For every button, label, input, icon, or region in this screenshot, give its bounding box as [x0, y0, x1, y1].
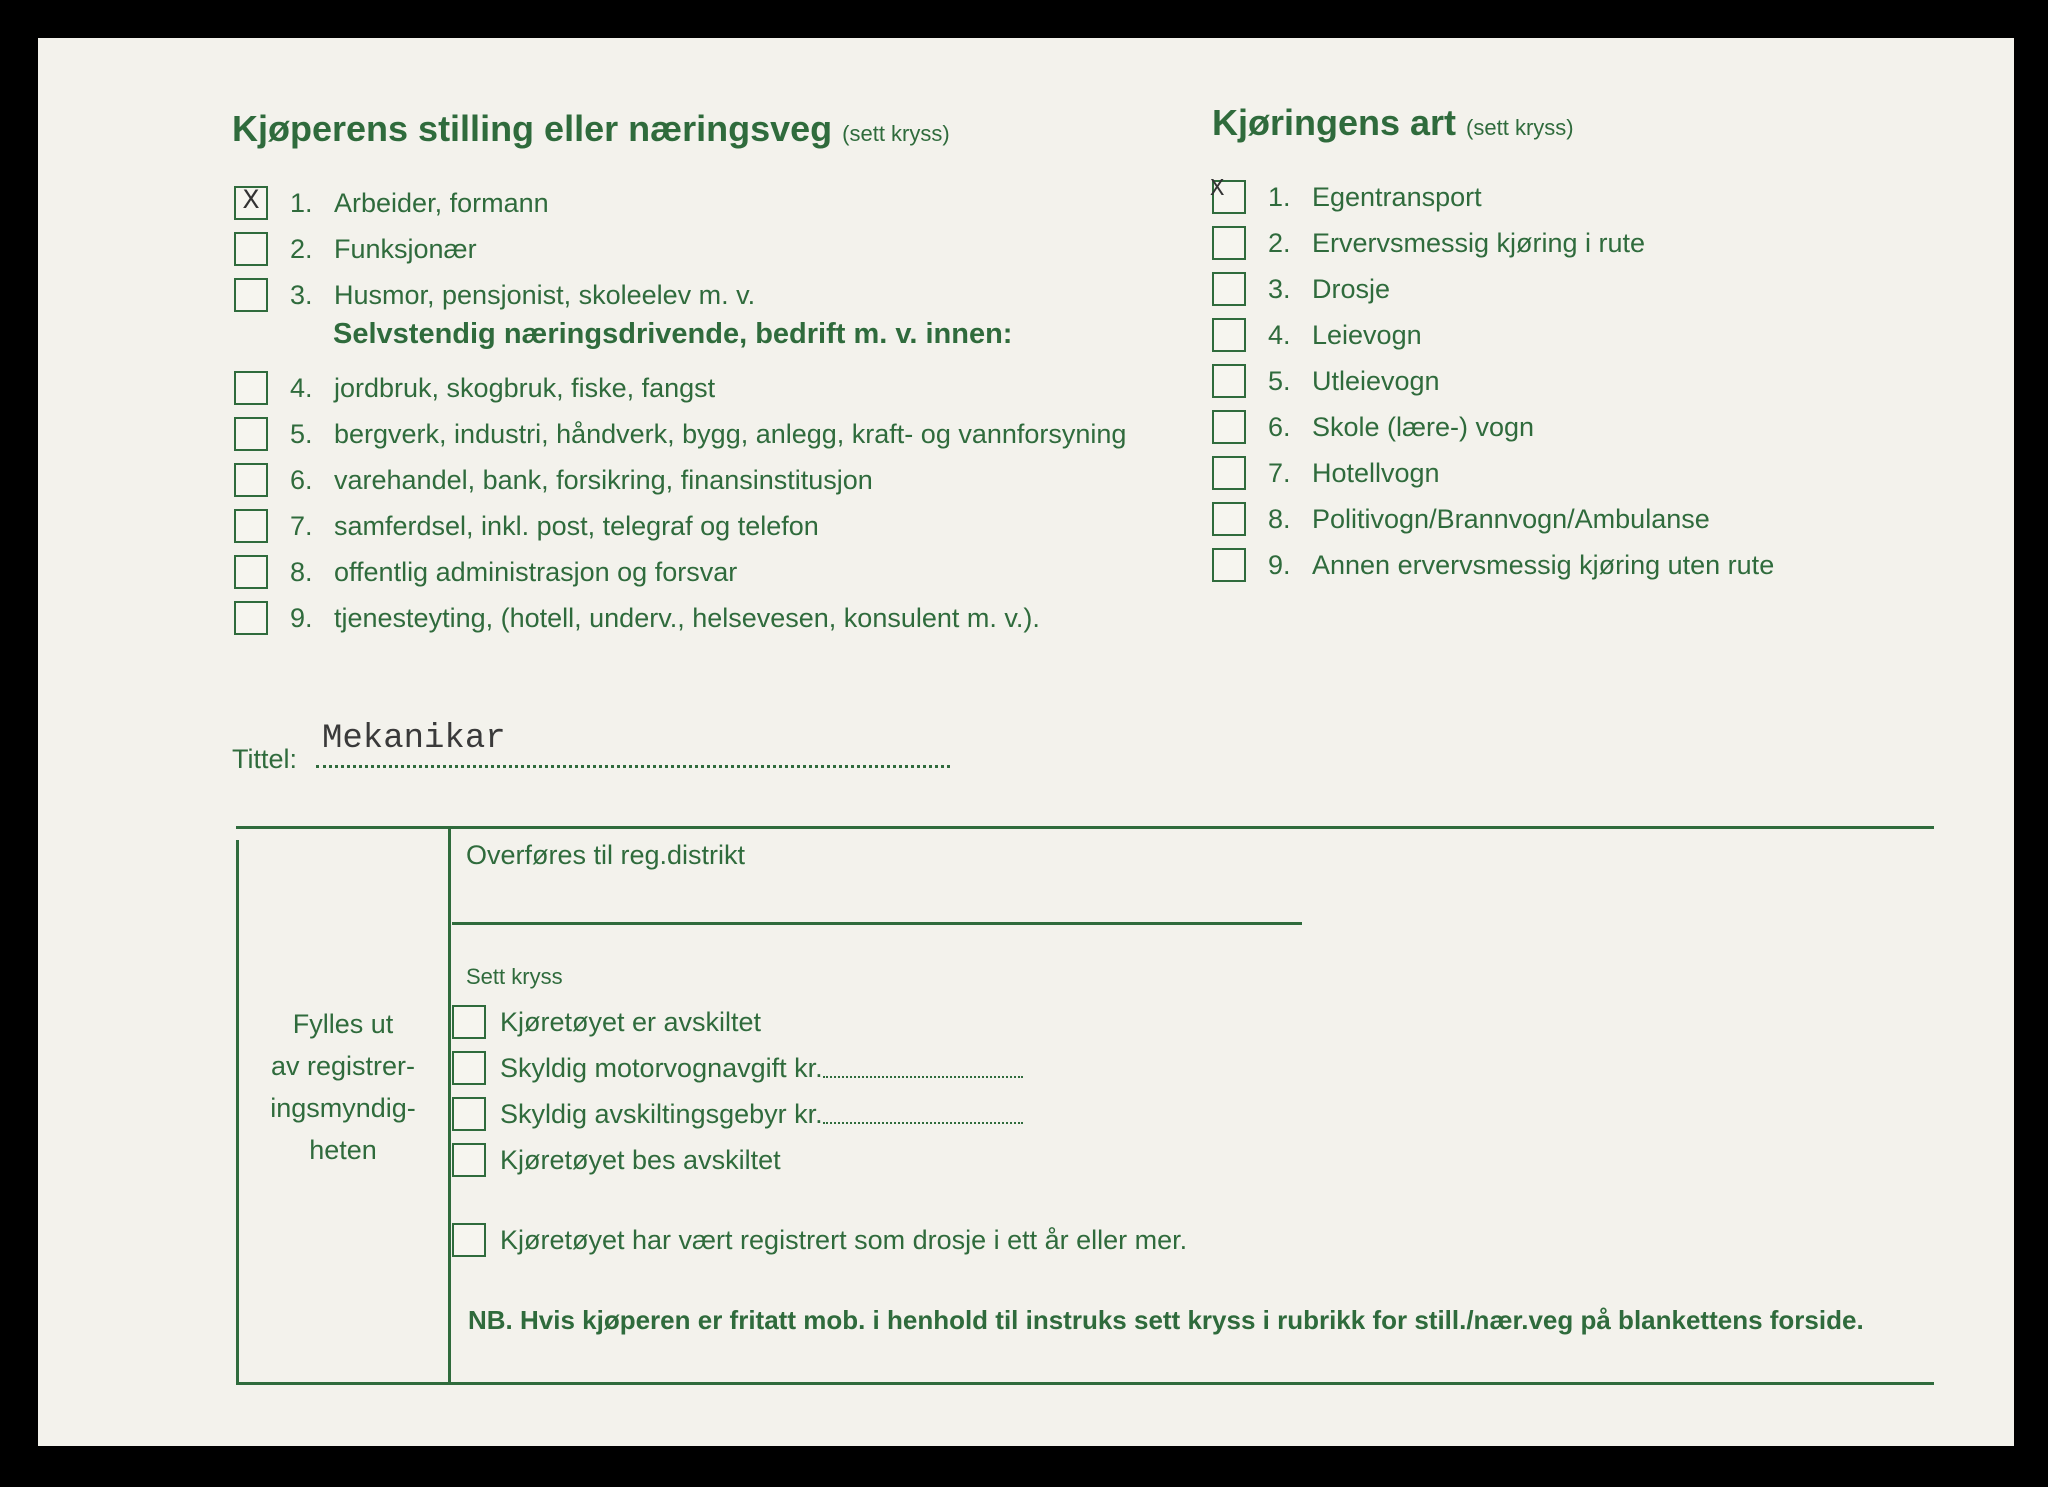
checkbox-mark: X: [1210, 176, 1225, 203]
option-label: Skole (lære-) vogn: [1312, 411, 1535, 442]
right-title-note: (sett kryss): [1466, 115, 1574, 140]
option-label: varehandel, bank, forsikring, finansinstitusjon: [334, 464, 873, 495]
registry-check-2[interactable]: [452, 1048, 1023, 1088]
checkbox[interactable]: [234, 417, 268, 451]
checkbox[interactable]: [452, 1223, 486, 1257]
drosje-check[interactable]: [452, 1220, 1187, 1260]
option-label: Leievogn: [1312, 319, 1422, 350]
tittel-label: Tittel:: [232, 744, 298, 774]
check-label: Kjøretøyet har vært registrert som drosje i ett år eller mer.: [500, 1224, 1188, 1255]
option-label: tjenesteyting, (hotell, underv., helsevesen, konsulent m. v.).: [334, 602, 1040, 633]
left-section-title: [232, 108, 950, 150]
left-title-text: Kjøperens stilling eller næringsveg: [232, 108, 833, 149]
driving-type-option-5[interactable]: [1212, 361, 1440, 401]
registry-check-3[interactable]: [452, 1094, 1023, 1134]
side-label-line: Fylles ut: [292, 1009, 394, 1039]
driving-type-option-1[interactable]: [1212, 177, 1482, 217]
option-label: Politivogn/Brannvogn/Ambulanse: [1312, 503, 1710, 534]
option-number: 8.: [290, 556, 313, 587]
sett-kryss-label: Sett kryss: [466, 964, 563, 989]
checkbox[interactable]: [234, 278, 268, 312]
checkbox[interactable]: [234, 555, 268, 589]
option-label: Husmor, pensjonist, skoleelev m. v.: [334, 279, 756, 310]
side-label-line: av registrer-: [270, 1051, 416, 1081]
registry-top-border: [236, 826, 1934, 829]
checkbox[interactable]: [452, 1051, 486, 1085]
option-number: 5.: [1268, 365, 1291, 396]
option-label: Funksjonær: [334, 233, 477, 264]
occupation-option-5[interactable]: [234, 414, 1126, 454]
transfer-label: Overføres til reg.distrikt: [466, 840, 746, 870]
occupation-option-3[interactable]: [234, 275, 755, 315]
option-number: 7.: [1268, 457, 1291, 488]
driving-type-option-6[interactable]: [1212, 407, 1534, 447]
side-label-line: heten: [309, 1135, 377, 1165]
driving-type-option-2[interactable]: [1212, 223, 1645, 263]
option-number: 2.: [290, 233, 313, 264]
option-label: offentlig administrasjon og forsvar: [334, 556, 738, 587]
checkbox[interactable]: [234, 601, 268, 635]
checkbox[interactable]: [452, 1097, 486, 1131]
driving-type-option-4[interactable]: [1212, 315, 1422, 355]
option-number: 3.: [290, 279, 313, 310]
registry-bottom-border: [236, 1382, 1934, 1385]
checkbox[interactable]: [1212, 502, 1246, 536]
option-number: 1.: [1268, 181, 1291, 212]
option-label: Hotellvogn: [1312, 457, 1440, 488]
amount-dotted-line[interactable]: [823, 1058, 1023, 1078]
option-label: samferdsel, inkl. post, telegraf og telefon: [334, 510, 819, 541]
check-label: Skyldig motorvognavgift kr.: [500, 1052, 823, 1083]
option-number: 5.: [290, 418, 313, 449]
left-title-note: (sett kryss): [842, 121, 950, 146]
option-label: Ervervsmessig kjøring i rute: [1312, 227, 1646, 258]
checkbox[interactable]: [234, 186, 268, 220]
driving-type-option-7[interactable]: [1212, 453, 1440, 493]
checkbox[interactable]: [1212, 456, 1246, 490]
occupation-option-1[interactable]: [234, 183, 549, 223]
registry-check-4[interactable]: [452, 1140, 781, 1180]
option-number: 9.: [1268, 549, 1291, 580]
option-number: 4.: [1268, 319, 1291, 350]
amount-dotted-line[interactable]: [823, 1104, 1023, 1124]
occupation-option-8[interactable]: [234, 552, 737, 592]
option-number: 2.: [1268, 227, 1291, 258]
option-number: 9.: [290, 602, 313, 633]
check-label: Skyldig avskiltingsgebyr kr.: [500, 1098, 823, 1129]
option-label: Annen ervervsmessig kjøring uten rute: [1312, 549, 1775, 580]
driving-type-option-3[interactable]: [1212, 269, 1390, 309]
check-label: Kjøretøyet bes avskiltet: [500, 1144, 781, 1175]
option-label: bergverk, industri, håndverk, bygg, anlegg, kraft- og vannforsyning: [334, 418, 1127, 449]
registry-side-label: [233, 1003, 453, 1171]
checkbox-mark: X: [242, 186, 260, 217]
occupation-option-9[interactable]: [234, 598, 1040, 638]
option-number: 1.: [290, 187, 313, 218]
checkbox[interactable]: [1212, 272, 1246, 306]
occupation-option-7[interactable]: [234, 506, 819, 546]
option-number: 4.: [290, 372, 313, 403]
option-label: Utleievogn: [1312, 365, 1440, 396]
occupation-option-4[interactable]: [234, 368, 715, 408]
checkbox[interactable]: [452, 1005, 486, 1039]
tittel-value[interactable]: Mekanikar: [322, 720, 506, 758]
occupation-option-2[interactable]: [234, 229, 477, 269]
registry-check-1[interactable]: [452, 1002, 761, 1042]
checkbox[interactable]: [234, 463, 268, 497]
option-number: 3.: [1268, 273, 1291, 304]
checkbox[interactable]: [234, 371, 268, 405]
driving-type-option-8[interactable]: [1212, 499, 1710, 539]
option-number: 6.: [1268, 411, 1291, 442]
checkbox[interactable]: [1212, 548, 1246, 582]
option-number: 7.: [290, 510, 313, 541]
option-number: 6.: [290, 464, 313, 495]
option-label: jordbruk, skogbruk, fiske, fangst: [334, 372, 716, 403]
checkbox[interactable]: [1212, 226, 1246, 260]
right-title-text: Kjøringens art: [1212, 102, 1457, 143]
option-label: Drosje: [1312, 273, 1391, 304]
checkbox[interactable]: [1212, 318, 1246, 352]
option-label: Egentransport: [1312, 181, 1482, 212]
checkbox[interactable]: [1210, 176, 1246, 214]
option-label: Arbeider, formann: [334, 187, 549, 218]
check-label: Kjøretøyet er avskiltet: [500, 1006, 762, 1037]
tittel-dotted-line: [316, 765, 950, 768]
checkbox[interactable]: [1212, 364, 1246, 398]
option-number: 8.: [1268, 503, 1291, 534]
right-section-title: [1212, 102, 1574, 144]
side-label-line: ingsmyndig-: [270, 1093, 416, 1123]
checkbox[interactable]: [1212, 410, 1246, 444]
occupation-option-6[interactable]: [234, 460, 873, 500]
transfer-input-line[interactable]: [452, 922, 1302, 925]
nb-note: NB. Hvis kjøperen er fritatt mob. i henhold til instruks sett kryss i rubrikk for still./nær.veg på blankettens forside.: [468, 1305, 1864, 1335]
checkbox[interactable]: [452, 1143, 486, 1177]
checkbox[interactable]: [234, 509, 268, 543]
driving-type-option-9[interactable]: [1212, 545, 1774, 585]
checkbox[interactable]: [234, 232, 268, 266]
self-employed-subheading: Selvstendig næringsdrivende, bedrift m. v. innen:: [333, 318, 1013, 350]
